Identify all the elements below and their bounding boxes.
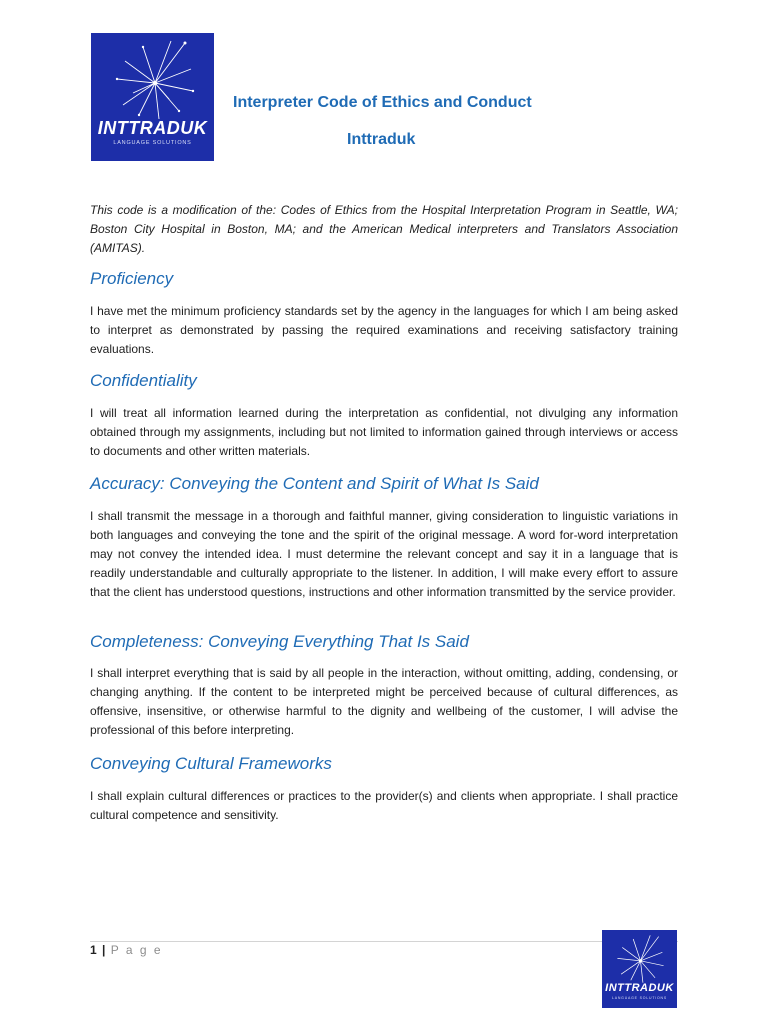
- footer-logo-brand-text: INTTRADUK: [605, 982, 674, 994]
- intro-paragraph: This code is a modification of the: Codes of Ethics from the Hospital Interpretation Program in Seattle, WA; Boston City Hospital in Boston, MA; and the American Medical interpreters and Translators Association (AMITAS).: [90, 203, 678, 255]
- page-label: P a g e: [110, 943, 163, 957]
- logo-tagline: LANGUAGE SOLUTIONS: [113, 140, 192, 146]
- section-body-cultural-frameworks: I shall explain cultural differences or practices to the provider(s) and clients when appropriate. I shall practice cultural competence and sensitivity.: [90, 789, 678, 822]
- logo-brand-text: INTTRADUK: [97, 118, 208, 138]
- section-body-completeness: I shall interpret everything that is said by all people in the interaction, without omitting, adding, condensing, or changing anything. If the content to be interpreted might be perceived because of cultural differences, as offensive, insensitive, or otherwise harmful to the dignity and wellbeing of the customer, I will advise the professional of this before interpreting.: [90, 666, 678, 737]
- section-heading-cultural-frameworks: Conveying Cultural Frameworks: [90, 754, 332, 773]
- section-heading-confidentiality: Confidentiality: [90, 371, 197, 390]
- page-number: 1: [90, 943, 97, 957]
- starburst-icon: [113, 39, 197, 121]
- section-heading-proficiency: Proficiency: [90, 269, 174, 288]
- company-logo: [91, 33, 214, 161]
- section-heading-accuracy: Accuracy: Conveying the Content and Spirit of What Is Said: [90, 474, 539, 493]
- section-heading-completeness: Completeness: Conveying Everything That Is Said: [90, 632, 469, 651]
- footer-logo-tagline: LANGUAGE SOLUTIONS: [611, 996, 668, 1000]
- footer-logo: [602, 930, 677, 1008]
- page-footer: [90, 943, 163, 957]
- footer-divider: [90, 941, 678, 942]
- document-subtitle: Inttraduk: [347, 131, 416, 148]
- footer-separator: |: [102, 943, 106, 957]
- starburst-icon: [615, 934, 666, 984]
- section-body-proficiency: I have met the minimum proficiency standards set by the agency in the languages for which I am being asked to interpret as demonstrated by passing the required examinations and receiving satisfactory training evaluations.: [90, 304, 678, 356]
- document-title: Interpreter Code of Ethics and Conduct: [233, 94, 532, 111]
- section-body-confidentiality: I will treat all information learned during the interpretation as confidential, not divulging any information obtained through my assignments, including but not limited to information gained through interviews or access to documents and other written materials.: [90, 406, 678, 458]
- section-body-accuracy: I shall transmit the message in a thorough and faithful manner, giving consideration to linguistic variations in both languages and conveying the tone and the spirit of the original message. A word for-word interpretation may not convey the intended idea. I must determine the relevant concept and say it in a language that is readily understandable and culturally appropriate to the listener. In addition, I will make every effort to assure that the client has understood questions, instructions and other information transmitted by the service provider.: [90, 509, 678, 599]
